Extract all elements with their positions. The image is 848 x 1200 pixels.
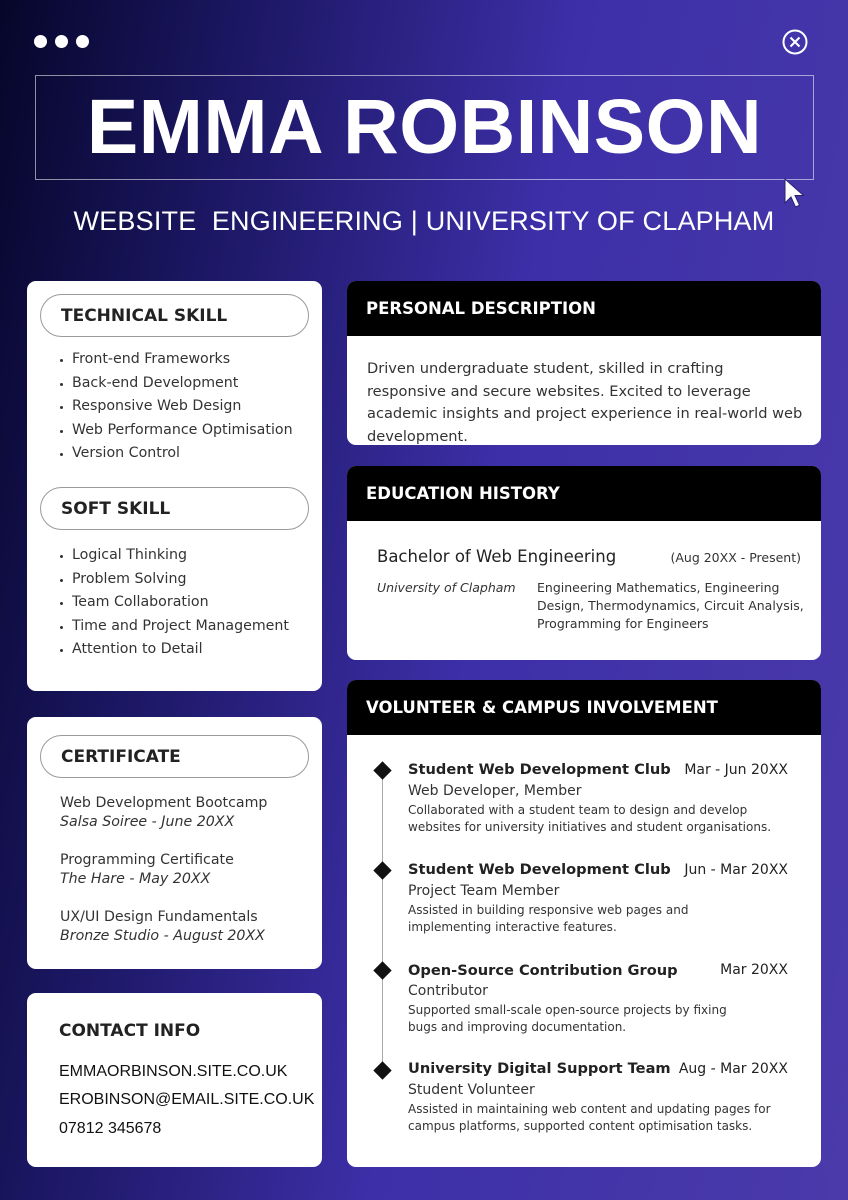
education-card bbox=[347, 466, 821, 660]
volunteer-desc: Assisted in maintaining web content and updating pages for campus platforms, supported content optimisation tasks. bbox=[408, 1102, 771, 1133]
volunteer-org: Student Web Development Club bbox=[408, 761, 671, 778]
skills-card bbox=[27, 281, 322, 691]
volunteer-date: Aug - Mar 20XX bbox=[678, 1061, 788, 1077]
certificate-name: Programming Certificate bbox=[60, 852, 234, 868]
volunteer-heading: VOLUNTEER & CAMPUS INVOLVEMENT bbox=[347, 680, 821, 735]
certificate-item bbox=[60, 851, 234, 889]
certificate-heading: CERTIFICATE bbox=[40, 735, 309, 778]
list-item: Version Control bbox=[60, 442, 293, 466]
volunteer-role: Student Volunteer bbox=[408, 1082, 535, 1098]
certificate-meta: Salsa Soiree - June 20XX bbox=[60, 814, 235, 830]
certificate-meta: Bronze Studio - August 20XX bbox=[60, 928, 265, 944]
volunteer-org: Student Web Development Club bbox=[408, 861, 671, 878]
dot bbox=[76, 35, 89, 48]
volunteer-date: Mar 20XX bbox=[720, 962, 788, 978]
dot bbox=[34, 35, 47, 48]
contact-card bbox=[27, 993, 322, 1167]
list-item: Problem Solving bbox=[60, 568, 289, 592]
volunteer-desc: Assisted in building responsive web pages and implementing interactive features. bbox=[408, 903, 689, 934]
list-item: Time and Project Management bbox=[60, 615, 289, 639]
contact-phone[interactable]: 07812 345678 bbox=[59, 1120, 162, 1137]
close-icon[interactable] bbox=[782, 29, 808, 55]
education-university: University of Clapham bbox=[377, 580, 516, 595]
list-item: Logical Thinking bbox=[60, 544, 289, 568]
volunteer-date: Jun - Mar 20XX bbox=[684, 862, 788, 878]
volunteer-org: University Digital Support Team bbox=[408, 1060, 671, 1077]
diamond-icon bbox=[373, 761, 391, 779]
list-item: Front-end Frameworks bbox=[60, 348, 293, 372]
list-item: Back-end Development bbox=[60, 372, 293, 396]
certificate-name: Web Development Bootcamp bbox=[60, 795, 268, 811]
personal-description-text: Driven undergraduate student, skilled in crafting responsive and secure websites. Excited to leverage academic insights and project experience in real-world web development. bbox=[367, 360, 803, 445]
personal-description-heading: PERSONAL DESCRIPTION bbox=[347, 281, 821, 336]
contact-email[interactable]: EROBINSON@EMAIL.SITE.CO.UK bbox=[59, 1091, 315, 1108]
diamond-icon bbox=[373, 961, 391, 979]
list-item: Team Collaboration bbox=[60, 591, 289, 615]
diamond-icon bbox=[373, 1061, 391, 1079]
dots-icon[interactable] bbox=[34, 35, 89, 48]
certificate-name: UX/UI Design Fundamentals bbox=[60, 909, 258, 925]
contact-website[interactable]: EMMAORBINSON.SITE.CO.UK bbox=[59, 1063, 288, 1080]
soft-skill-list bbox=[60, 544, 289, 662]
contact-heading: CONTACT INFO bbox=[59, 1021, 201, 1041]
certificate-card bbox=[27, 717, 322, 969]
volunteer-desc: Supported small-scale open-source projects by fixing bugs and improving documentation. bbox=[408, 1003, 727, 1034]
education-degree: Bachelor of Web Engineering bbox=[377, 547, 617, 566]
subtitle: WEBSITE ENGINEERING | UNIVERSITY OF CLAPHAM bbox=[73, 206, 775, 236]
list-item: Responsive Web Design bbox=[60, 395, 293, 419]
education-courses: Engineering Mathematics, Engineering Design, Thermodynamics, Circuit Analysis, Programming for Engineers bbox=[537, 580, 804, 631]
personal-description-card bbox=[347, 281, 821, 445]
volunteer-role: Project Team Member bbox=[408, 883, 560, 899]
volunteer-desc: Collaborated with a student team to design and develop websites for university initiatives and student organisations. bbox=[408, 803, 772, 834]
volunteer-card bbox=[347, 680, 821, 1167]
timeline-line bbox=[382, 770, 383, 1070]
volunteer-role: Contributor bbox=[408, 983, 488, 999]
candidate-name: EMMA ROBINSON bbox=[86, 84, 763, 170]
volunteer-org: Open-Source Contribution Group bbox=[408, 962, 678, 979]
certificate-item bbox=[60, 794, 267, 832]
name-box bbox=[35, 75, 814, 180]
list-item: Attention to Detail bbox=[60, 638, 289, 662]
technical-skill-heading: TECHNICAL SKILL bbox=[40, 294, 309, 337]
technical-skill-list bbox=[60, 348, 293, 466]
diamond-icon bbox=[373, 861, 391, 879]
certificate-item bbox=[60, 908, 265, 946]
volunteer-date: Mar - Jun 20XX bbox=[684, 762, 788, 778]
dot bbox=[55, 35, 68, 48]
volunteer-role: Web Developer, Member bbox=[408, 783, 582, 799]
certificate-meta: The Hare - May 20XX bbox=[60, 871, 211, 887]
education-heading: EDUCATION HISTORY bbox=[347, 466, 821, 521]
list-item: Web Performance Optimisation bbox=[60, 419, 293, 443]
education-date: (Aug 20XX - Present) bbox=[670, 550, 801, 565]
soft-skill-heading: SOFT SKILL bbox=[40, 487, 309, 530]
